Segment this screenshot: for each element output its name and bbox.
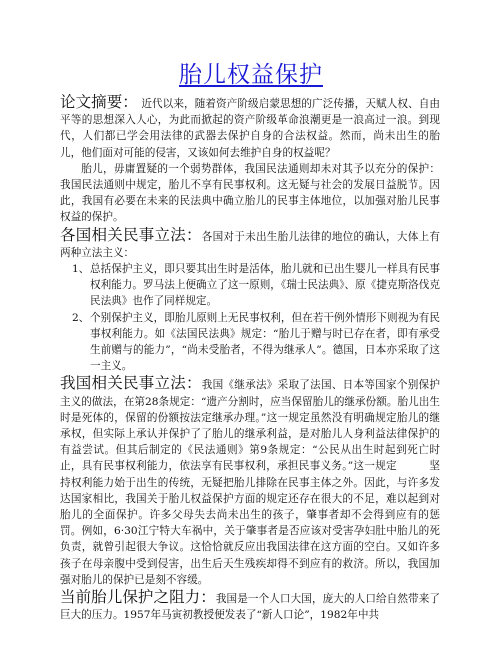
- list-item: [60, 261, 440, 310]
- section2-heading: 我国相关民事立法：: [60, 374, 202, 393]
- list-item: [60, 310, 440, 375]
- list-item-text: 个别保护主义，即胎儿原则上无民事权利，但在若干例外情形下则视为有民事权利能力。如《法国民法典》规定：“胎儿于赠与时已存在者，即有承受生前赠与的能力”，“尚未受胎者，不得为继承人”。德国，日本亦采取了这一主义。: [90, 311, 440, 373]
- section3-text: 我国是一个人口大国，庞大的人口给自然带来了巨大的压力。1957年马寅初教授便发表了“新人口论”，1982年中共: [60, 593, 440, 622]
- document-body: [60, 93, 440, 624]
- list-item-number: 2、: [72, 311, 90, 324]
- section2-paragraph: [60, 374, 440, 588]
- section1-intro: 各国对于未出生胎儿法律的地位的确认，大体上有两种立法主义：: [60, 230, 440, 259]
- section1-paragraph: [60, 226, 440, 261]
- list-item-number: 1、: [72, 263, 90, 276]
- abstract-heading: 论文摘要：: [60, 93, 138, 111]
- section3-paragraph: [60, 588, 440, 623]
- abstract-text: 近代以来，随着资产阶级启蒙思想的广泛传播，天赋人权、自由平等的思想深入人心，为此而掀起的资产阶级革命浪潮更是一浪高过一浪。到现代，人们都已学会用法律的武器去保护自身的合法权益。然而，尚未出生的胎儿，他们面对可能的侵害，又该如何去维护自身的权益呢？: [60, 98, 440, 159]
- abstract-paragraph: [60, 93, 440, 161]
- section2-text: 我国《继承法》采取了法国、日本等国家个别保护主义的做法，在第28条规定：“遗产分割时，应当保留胎儿的继承份额。胎儿出生时是死体的，保留的份额按法定继承办理。”这一规定虽然没有明确规定胎儿的继承权，但实际上承认并保护了了胎儿的继承利益，是对胎儿人身利益法律保护的有益尝试。但其后制定的《民法通则》第9条规定：“公民从出生时起到死亡时止，具有民事权利能力，依法享有民事权利，承担民事义务。”这一规定 坚持权利能力始于出生的传统，无疑把胎儿排除在民事主体之外。因此，与许多发达国家相比，我国关于胎儿权益保护方面的规定还存在很大的不足，难以起到对胎儿的全面保护。许多父母失去尚未出生的孩子，肇事者却不会得到应有的惩罚。例如，6·30江宁特大车祸中，关于肇事者是否应该对受害孕妇肚中胎儿的死负责，就曾引起很大争议。这恰恰就反应出我国法律在这方面的空白。又如许多孩子在母亲腹中受到侵害，出生后天生残疾却得不到应有的救济。所以，我国加强对胎儿的保护已是刻不容缓。: [60, 379, 440, 586]
- document-title: 胎儿权益保护: [179, 62, 323, 88]
- abstract-paragraph-2: 胎儿，毋庸置疑的一个弱势群体，我国民法通则却未对其予以充分的保护：我国民法通则中规定，胎儿不享有民事权利。这无疑与社会的发展日益脱节。因此，我国有必要在未来的民法典中确立胎儿的民事主体地位，以加强对胎儿民事权益的保护。: [60, 162, 440, 224]
- legislation-list: [60, 261, 440, 374]
- section3-heading: 当前胎儿保护之阻力：: [60, 588, 216, 607]
- list-item-text: 总括保护主义，即只要其出生时是活体，胎儿就和已出生婴儿一样具有民事权利能力。罗马法上便确立了这一原则，《瑞士民法典》、原《捷克斯洛伐克民法典》也作了同样规定。: [90, 263, 440, 308]
- section1-heading: 各国相关民事立法：: [60, 225, 202, 244]
